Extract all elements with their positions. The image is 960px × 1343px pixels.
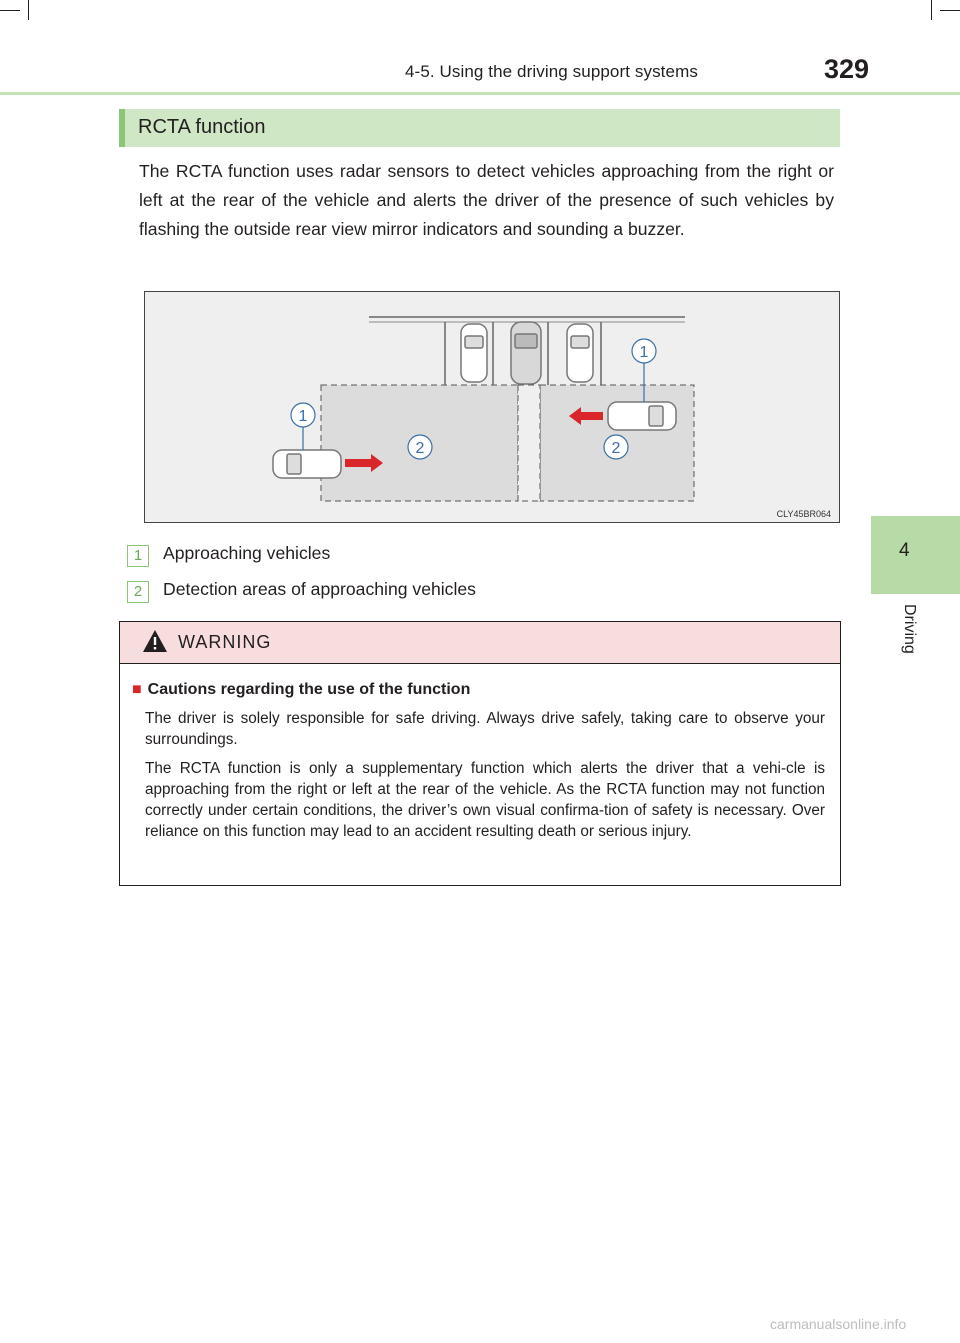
parked-car-icon [461,324,487,382]
warning-header [120,622,840,664]
legend-number: 2 [127,581,149,603]
callout-label: 2 [611,440,621,457]
header-rule [0,92,960,95]
legend-text: Approaching vehicles [163,543,331,563]
running-header: 4-5. Using the driving support systems [405,62,698,81]
callout-label: 1 [639,344,649,361]
warning-subheading-text: Cautions regarding the use of the function [147,681,471,698]
legend-number: 1 [127,545,149,567]
warning-paragraph: The RCTA function is only a supplementary function which alerts the driver that a vehi-cle is approaching from the right or left at the rear of the vehicle. As the RCTA function may not function correctly under certain conditions, the driver’s own visual confirma-tion of safety is necessary. Over reliance on this function may lead to an accident resulting death or serious injury. [145,760,825,840]
warning-box [119,621,841,886]
parked-car-icon [567,324,593,382]
approaching-vehicle-left-icon [273,450,341,478]
chapter-label: Driving [901,604,918,654]
legend-text: Detection areas of approaching vehicles [163,579,476,599]
warning-triangle-icon [142,629,168,653]
own-vehicle-icon [511,322,541,384]
approaching-vehicle-right-icon [608,402,676,430]
section-heading [119,109,840,147]
chapter-tab [871,516,960,594]
section-body: The RCTA function uses radar sensors to detect vehicles approaching from the right or left at the rear of the vehicle and alerts the driver of the presence of such vehicles by flashing the outside rear view mirror indicators and sounding a buzzer. [139,161,834,239]
figure-code: CLY45BR064 [776,509,831,519]
section-heading-text: RCTA function [138,116,266,138]
page-number: 329 [824,54,870,84]
warning-title: WARNING [178,632,272,652]
rcta-illustration [144,291,840,523]
chapter-number: 4 [899,540,910,561]
crop-mark [940,10,960,11]
watermark: carmanualsonline.info [770,1316,907,1332]
crop-mark [0,10,20,11]
lane-center [518,385,540,501]
rcta-diagram [145,292,839,522]
section-heading-bar [119,109,125,147]
warning-paragraph: The driver is solely responsible for safe driving. Always drive safely, taking care to observe your surroundings. [145,710,825,748]
bullet-square-icon: ■ [132,681,142,698]
callout-label: 2 [415,440,425,457]
crop-mark [931,0,932,20]
warning-subheading [132,681,470,699]
callout-label: 1 [298,408,308,425]
crop-mark [28,0,29,20]
